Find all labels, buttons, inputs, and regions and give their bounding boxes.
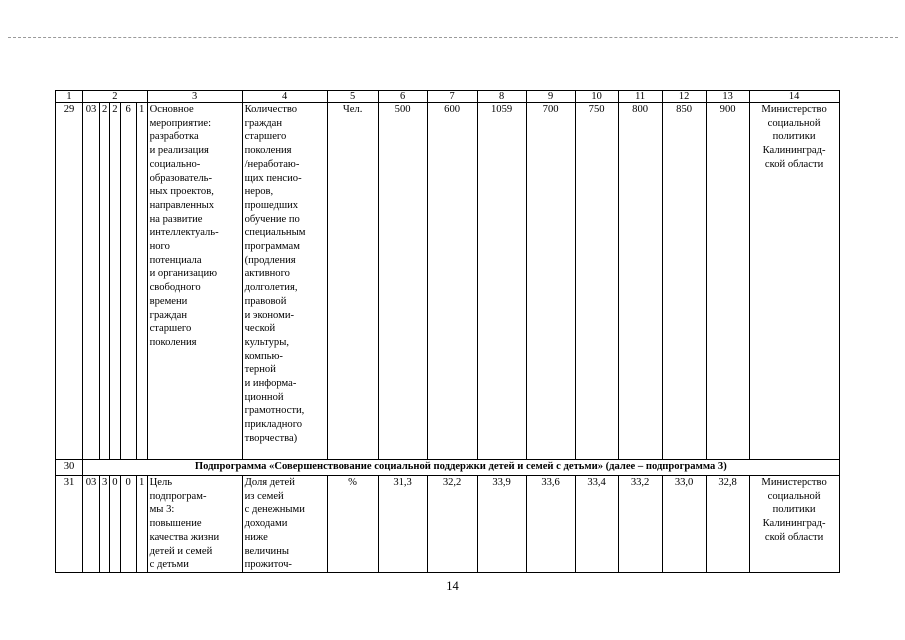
cell-line: активного (244, 268, 290, 280)
cell-line: /неработаю- (244, 158, 300, 170)
value-cell: 750 (575, 103, 618, 460)
subprogram-title: Подпрограмма «Совершенствование социальной поддержки детей и семей с детьми» (далее – подпрограмма 3) (83, 460, 840, 476)
value-cell: 1059 (477, 103, 526, 460)
code-cell: 0 (120, 476, 136, 573)
table-row-29 (56, 103, 840, 460)
owner-cell (749, 476, 839, 573)
value-cell: 850 (662, 103, 706, 460)
value-cell: 31,3 (378, 476, 427, 573)
cell-line: величины (244, 545, 289, 557)
code-cell: 2 (110, 103, 120, 460)
cell-line: ного (149, 241, 170, 253)
cell-line: граждан (149, 309, 188, 321)
cell-line: Цель (149, 477, 173, 488)
cell-line: поколения (149, 336, 197, 348)
cell-line: Количество (244, 104, 298, 115)
header-cell: 14 (749, 91, 839, 103)
cell-line: творчества) (244, 432, 298, 444)
indicator-cell (242, 103, 327, 460)
cell-line: качества жизни (149, 531, 220, 543)
header-cell: 4 (242, 91, 327, 103)
row-number: 31 (56, 476, 83, 573)
cell-line: прикладного (244, 419, 303, 431)
header-cell: 3 (147, 91, 242, 103)
value-cell: 700 (526, 103, 575, 460)
cell-line: доходами (244, 518, 288, 530)
cell-line: образователь- (149, 172, 212, 184)
header-cell: 13 (706, 91, 749, 103)
header-cell: 10 (575, 91, 618, 103)
header-cell: 11 (618, 91, 662, 103)
cell-line: Доля детей (244, 477, 295, 488)
cell-line: терной (244, 364, 276, 376)
owner-cell (749, 103, 839, 460)
header-cell: 5 (327, 91, 378, 103)
cell-line: неров, (244, 186, 274, 198)
cell-line: старшего (149, 323, 192, 335)
cell-line: Министерство (761, 477, 827, 488)
header-cell: 7 (427, 91, 477, 103)
page-top-rule (8, 37, 898, 38)
cell-line: прожиточ- (244, 559, 292, 571)
cell-line: Калининград- (762, 518, 826, 530)
unit-cell: % (327, 476, 378, 573)
header-cell: 12 (662, 91, 706, 103)
cell-line: мы 3: (149, 504, 175, 516)
cell-line: прошедших (244, 199, 299, 211)
header-cell: 8 (477, 91, 526, 103)
code-cell: 6 (120, 103, 136, 460)
cell-line: на развитие (149, 213, 203, 225)
table-row-31 (56, 476, 840, 573)
cell-line: и реализация (149, 145, 209, 157)
header-cell: 6 (378, 91, 427, 103)
cell-line: щих пенсио- (244, 172, 302, 184)
table-row-30 (56, 460, 840, 476)
cell-line: Министерство (761, 104, 827, 115)
header-cell: 1 (56, 91, 83, 103)
cell-line: Основное (149, 104, 194, 115)
cell-line: ской области (764, 158, 824, 170)
header-cell: 2 (83, 91, 148, 103)
cell-line: разработка (149, 131, 199, 143)
cell-line: свободного (149, 282, 201, 294)
value-cell: 33,9 (477, 476, 526, 573)
value-cell: 500 (378, 103, 427, 460)
code-cell: 03 (83, 476, 100, 573)
cell-line: с денежными (244, 504, 305, 516)
indicator-cell (242, 476, 327, 573)
cell-line: старшего (244, 131, 287, 143)
cell-line: с детьми (149, 559, 189, 571)
indicators-table (55, 90, 840, 573)
unit-cell: Чел. (327, 103, 378, 460)
code-cell: 1 (136, 476, 147, 573)
value-cell: 800 (618, 103, 662, 460)
cell-line: культуры, (244, 336, 289, 348)
cell-line: подпрограм- (149, 490, 207, 502)
cell-line: долголетия, (244, 282, 298, 294)
cell-line: ционной (244, 391, 284, 403)
header-cell: 9 (526, 91, 575, 103)
cell-line: специальным (244, 227, 306, 239)
code-cell: 3 (100, 476, 110, 573)
cell-line: ных проектов, (149, 186, 214, 198)
value-cell: 32,2 (427, 476, 477, 573)
cell-line: (продления (244, 254, 296, 266)
code-cell: 2 (100, 103, 110, 460)
cell-line: и информа- (244, 378, 297, 390)
cell-line: ниже (244, 531, 268, 543)
cell-line: программам (244, 241, 300, 253)
cell-line: направленных (149, 199, 215, 211)
cell-line: поколения (244, 145, 292, 157)
cell-line: и экономи- (244, 309, 295, 321)
cell-line: ской области (764, 531, 824, 543)
cell-line: социальной (767, 490, 821, 502)
value-cell: 32,8 (706, 476, 749, 573)
code-cell: 03 (83, 103, 100, 460)
value-cell: 33,6 (526, 476, 575, 573)
cell-line: времени (149, 295, 188, 307)
cell-line: потенциала (149, 254, 202, 266)
cell-line: компью- (244, 350, 283, 362)
row-number: 30 (56, 460, 83, 476)
cell-line: грамотности, (244, 405, 305, 417)
cell-line: повышение (149, 518, 202, 530)
cell-line: правовой (244, 295, 287, 307)
cell-line: социально- (149, 158, 201, 170)
cell-line: интеллектуаль- (149, 227, 219, 239)
code-cell: 0 (110, 476, 120, 573)
measure-cell (147, 476, 242, 573)
value-cell: 33,4 (575, 476, 618, 573)
cell-line: и организацию (149, 268, 218, 280)
cell-line: политики (772, 131, 816, 143)
value-cell: 900 (706, 103, 749, 460)
cell-line: Калининград- (762, 145, 826, 157)
cell-line: ческой (244, 323, 276, 335)
value-cell: 600 (427, 103, 477, 460)
cell-line: социальной (767, 117, 821, 129)
row-number: 29 (56, 103, 83, 460)
cell-line: мероприятие: (149, 117, 212, 129)
value-cell: 33,0 (662, 476, 706, 573)
measure-cell (147, 103, 242, 460)
cell-line: политики (772, 504, 816, 516)
code-cell: 1 (136, 103, 147, 460)
cell-line: обучение по (244, 213, 300, 225)
page-number: 14 (446, 579, 459, 593)
value-cell: 33,2 (618, 476, 662, 573)
cell-line: детей и семей (149, 545, 213, 557)
cell-line: из семей (244, 490, 284, 502)
table-header-row (56, 91, 840, 103)
cell-line: граждан (244, 117, 283, 129)
